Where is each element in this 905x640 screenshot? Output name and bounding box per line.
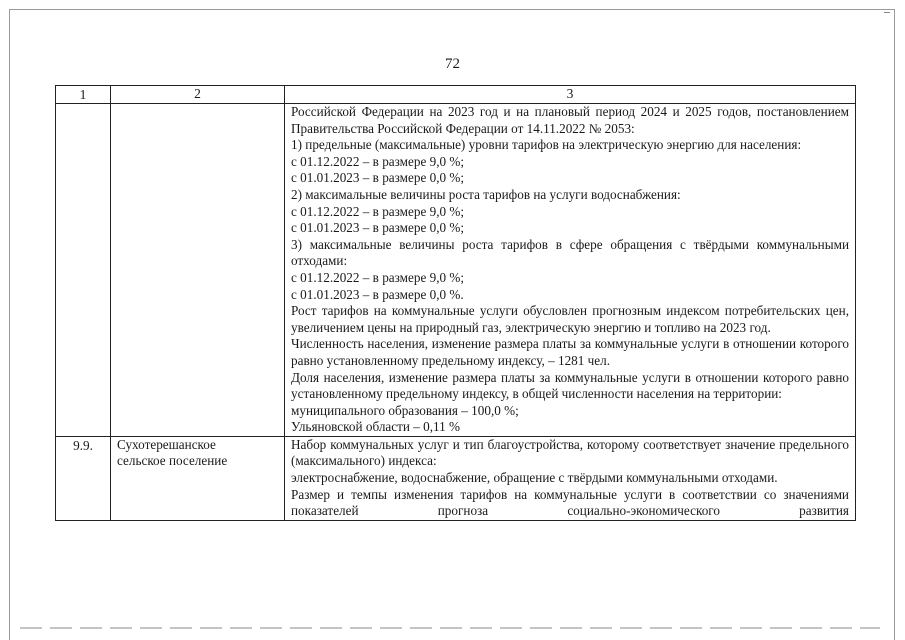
row-name-cell <box>111 436 285 520</box>
header-col-3: 3 <box>285 86 856 104</box>
settlement-name-line: Сухотерешанское <box>117 436 216 452</box>
paragraph: Доля населения, изменение размера платы за коммунальные услуги в отношении которого равно установленному предельному индексу, в общей численности населения на территории: <box>291 369 849 402</box>
row-content-cell <box>285 104 856 437</box>
row-number-cell: 9.9. <box>56 436 111 520</box>
paragraph: с 01.12.2022 – в размере 9,0 %; <box>291 153 465 169</box>
paragraph: 2) максимальные величины роста тарифов на услуги водоснабжения: <box>291 186 681 202</box>
paragraph: с 01.01.2023 – в размере 0,0 %; <box>291 170 465 186</box>
paragraph: с 01.01.2023 – в размере 0,0 %. <box>291 286 464 302</box>
paragraph: Набор коммунальных услуг и тип благоустройства, которому соответствует значение предельного (максимального) индекса: <box>291 436 849 469</box>
paragraph: с 01.12.2022 – в размере 9,0 %; <box>291 203 465 219</box>
paragraph: Российской Федерации на 2023 год и на плановый период 2024 и 2025 годов, постановлением Правительства Российской Федерации от 14.11.2022 № 2053: <box>291 104 849 136</box>
row-name-cell <box>111 104 285 437</box>
paragraph: электроснабжение, водоснабжение, обращение с твёрдыми коммунальными отходами. <box>291 470 778 486</box>
settlement-name-line: сельское поселение <box>117 453 228 469</box>
table-header-row <box>56 86 856 104</box>
scan-corner-mark <box>884 12 890 13</box>
header-col-1: 1 <box>56 86 111 104</box>
table-row-continued <box>56 104 856 437</box>
paragraph: с 01.01.2023 – в размере 0,0 %; <box>291 220 465 236</box>
paragraph: Численность населения, изменение размера платы за коммунальные услуги в отношении которого равно установленному предельному индексу, – 1281 чел. <box>291 336 849 368</box>
header-col-2: 2 <box>111 86 285 104</box>
scan-bottom-edge <box>20 627 880 629</box>
row-number-cell <box>56 104 111 437</box>
paragraph: муниципального образования – 100,0 %; <box>291 402 519 418</box>
page-number: 72 <box>445 56 460 72</box>
document-table <box>55 85 856 521</box>
table-row-9-9 <box>56 436 856 520</box>
paragraph: Рост тарифов на коммунальные услуги обусловлен прогнозным индексом потребительских цен, увеличением цены на природный газ, электрическую энергию и топливо на 2023 год. <box>291 303 849 335</box>
paragraph: Размер и темпы изменения тарифов на коммунальные услуги в соответствии со значениями показателей прогноза социально-экономического развития <box>291 486 849 519</box>
paragraph: 3) максимальные величины роста тарифов в сфере обращения с твёрдыми коммунальными отходами: <box>291 236 849 269</box>
paragraph: 1) предельные (максимальные) уровни тарифов на электрическую энергию для населения: <box>291 137 802 153</box>
paragraph: с 01.12.2022 – в размере 9,0 %; <box>291 269 465 285</box>
row-content-cell <box>285 436 856 520</box>
paragraph: Ульяновской области – 0,11 % <box>291 419 460 435</box>
